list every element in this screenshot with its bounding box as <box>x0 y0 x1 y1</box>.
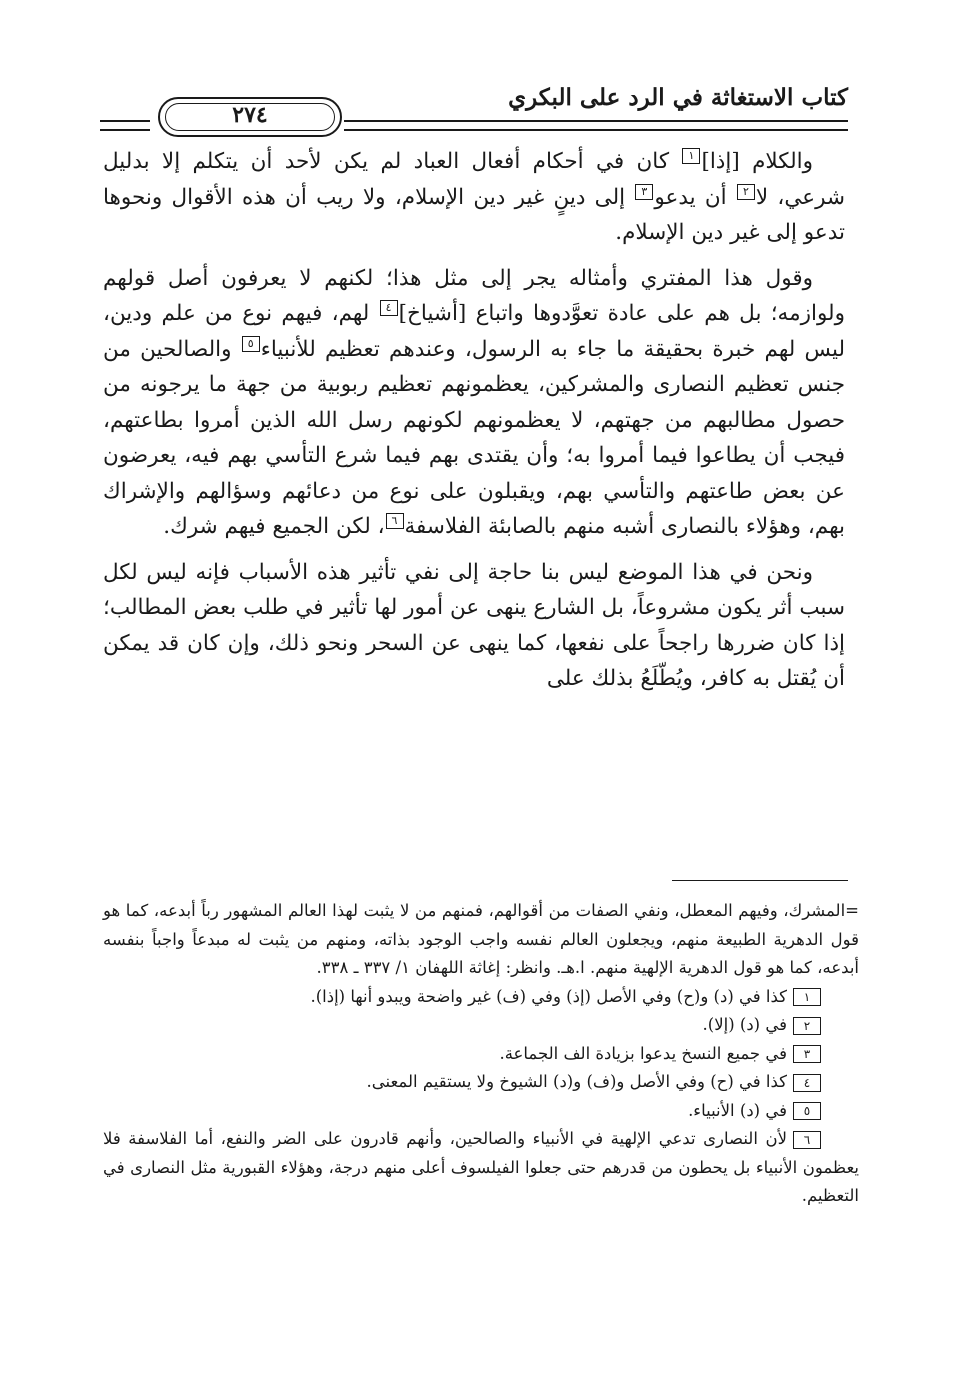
footnotes <box>103 897 859 1211</box>
footnote-text: كذا في (ح) وفي الأصل و(ف) و(د) الشيوخ ولا يستقيم المعنى. <box>366 1072 787 1091</box>
footnote-continuation: =المشرك، وفيهم المعطل، ونفي الصفات من أقوالهم، فمنهم من لا يثبت لهذا العالم المشهور رباً أبدعه، كما هو قول الدهرية الطبيعة منهم، ويجعلون العالم نفسه واجب الوجود بذاته، ومنهم من يثبت له مبدعاً واجباً بنفسه أبدعه، كما هو قول الدهرية الإلهية منهم. ا.هـ. وانظر: إغاثة اللهفان ١/ ٣٣٧ ـ ٣٣٨. <box>103 901 859 977</box>
header-rule-left <box>100 120 150 131</box>
page-number: ٢٧٤ <box>232 102 268 128</box>
footnote-text: لأن النصارى تدعي الإلهية في الأنبياء والصالحين، وأنهم قادرون على الضر والنفع، أما الفلاسفة فلا يعظمون الأنبياء بل يحطون من قدرهم حتى جعلوا الفيلسوف أعلى منهم درجة، وهؤلاء القبورية مثل النصارى في التعظيم. <box>103 1129 859 1205</box>
running-header <box>100 78 848 138</box>
page-number-frame <box>158 97 342 137</box>
footnote-number: ١ <box>793 988 821 1006</box>
paragraph-1 <box>103 144 845 251</box>
footnote-number: ٢ <box>793 1017 821 1035</box>
footnote-ref[interactable]: ٦ <box>386 513 404 529</box>
footnote-item <box>103 1011 859 1040</box>
text-run: والكلام [إذا] <box>701 149 813 174</box>
main-text <box>103 144 845 697</box>
text-run: وقول هذا المفتري وأمثاله يجر إلى مثل هذا؛ لكنهم لا يعرفون أصل قولهم ولوازمه؛ بل هم على عادة تعوَّدوها واتباع [أشياخ] <box>103 265 845 326</box>
footnote-item <box>103 1040 859 1069</box>
footnote-separator <box>672 880 848 881</box>
footnote-item <box>103 1068 859 1097</box>
header-rule <box>344 120 848 131</box>
text-run: لهم، فيهم نوع من علم ودين، ليس لهم خبرة بحقيقة ما جاء به الرسول، وعندهم تعظيم للأنبياء <box>103 301 845 362</box>
footnote-ref[interactable]: ٢ <box>737 184 755 200</box>
footnote-number: ٦ <box>793 1131 821 1149</box>
footnote-ref[interactable]: ٣ <box>635 184 653 200</box>
footnote-text: في جميع النسخ يدعوا بزيادة الف الجماعة. <box>499 1043 787 1063</box>
book-title: كتاب الاستغاثة في الرد على البكري <box>508 84 848 111</box>
footnote-item <box>103 1097 859 1126</box>
footnote-text: كذا في (د) و(ح) وفي الأصل (إذ) وفي (ف) غير واضحة ويبدو أنها (إذا). <box>310 986 787 1006</box>
paragraph-2 <box>103 261 845 545</box>
footnote-number: ٣ <box>793 1045 821 1063</box>
footnote-ref[interactable]: ٤ <box>380 300 398 316</box>
footnote-item <box>103 983 859 1012</box>
footnote-number: ٥ <box>793 1102 821 1120</box>
footnote-item <box>103 1125 859 1211</box>
text-run: أن يدعو <box>654 184 736 210</box>
footnote-number: ٤ <box>793 1074 821 1092</box>
footnote-ref[interactable]: ٥ <box>242 336 260 352</box>
paragraph-3: ونحن في هذا الموضع ليس بنا حاجة إلى نفي تأثير هذه الأسباب فإنه ليس لكل سبب أثر يكون مشروعاً، بل الشارع ينهى عن أمور لها تأثير في طلب بعض المطالب؛ إذا كان ضررها راجحاً على نفعها، كما ينهى عن السحر ونحو ذلك، وإن كان قد يمكن أن يُقتل به كافر، ويُطّلَعُ بذلك على <box>103 559 845 691</box>
text-run: إلى دينٍ غير دين الإسلام، ولا ريب أن هذه الأقوال ونحوها تدعو إلى غير دين الإسلام. <box>103 184 845 245</box>
footnote-text: في (د) الأنبياء. <box>688 1100 787 1120</box>
text-run: والصالحين من جنس تعظيم النصارى والمشركين، يعظمونهم تعظيم ربوبية من جهة ما يرجونه من حصول مطالبهم من جهتهم، لا يعظمونهم لكونهم رسل الله الذين أمروا بطاعتهم، فيجب أن يطاعوا فيما أمروا به؛ وأن يقتدى بهم فيما شرع التأسي بهم فيه، يعرضون عن بعض طاعتهم والتأسي بهم، ويقبلون على نوع من دعائهم وسؤالهم والإشراك بهم، وهؤلاء بالنصارى أشبه منهم بالصابئة الفلاسفة <box>103 336 845 539</box>
footnote-text: في (د) (إلا). <box>702 1015 787 1034</box>
text-run: كان في أحكام أفعال العباد لم يكن لأحد أن يتكلم إلا بدليل شرعي، لا <box>103 149 846 210</box>
footnote-ref[interactable]: ١ <box>682 148 700 164</box>
text-run: ، لكن الجميع فيهم شرك. <box>163 514 385 539</box>
